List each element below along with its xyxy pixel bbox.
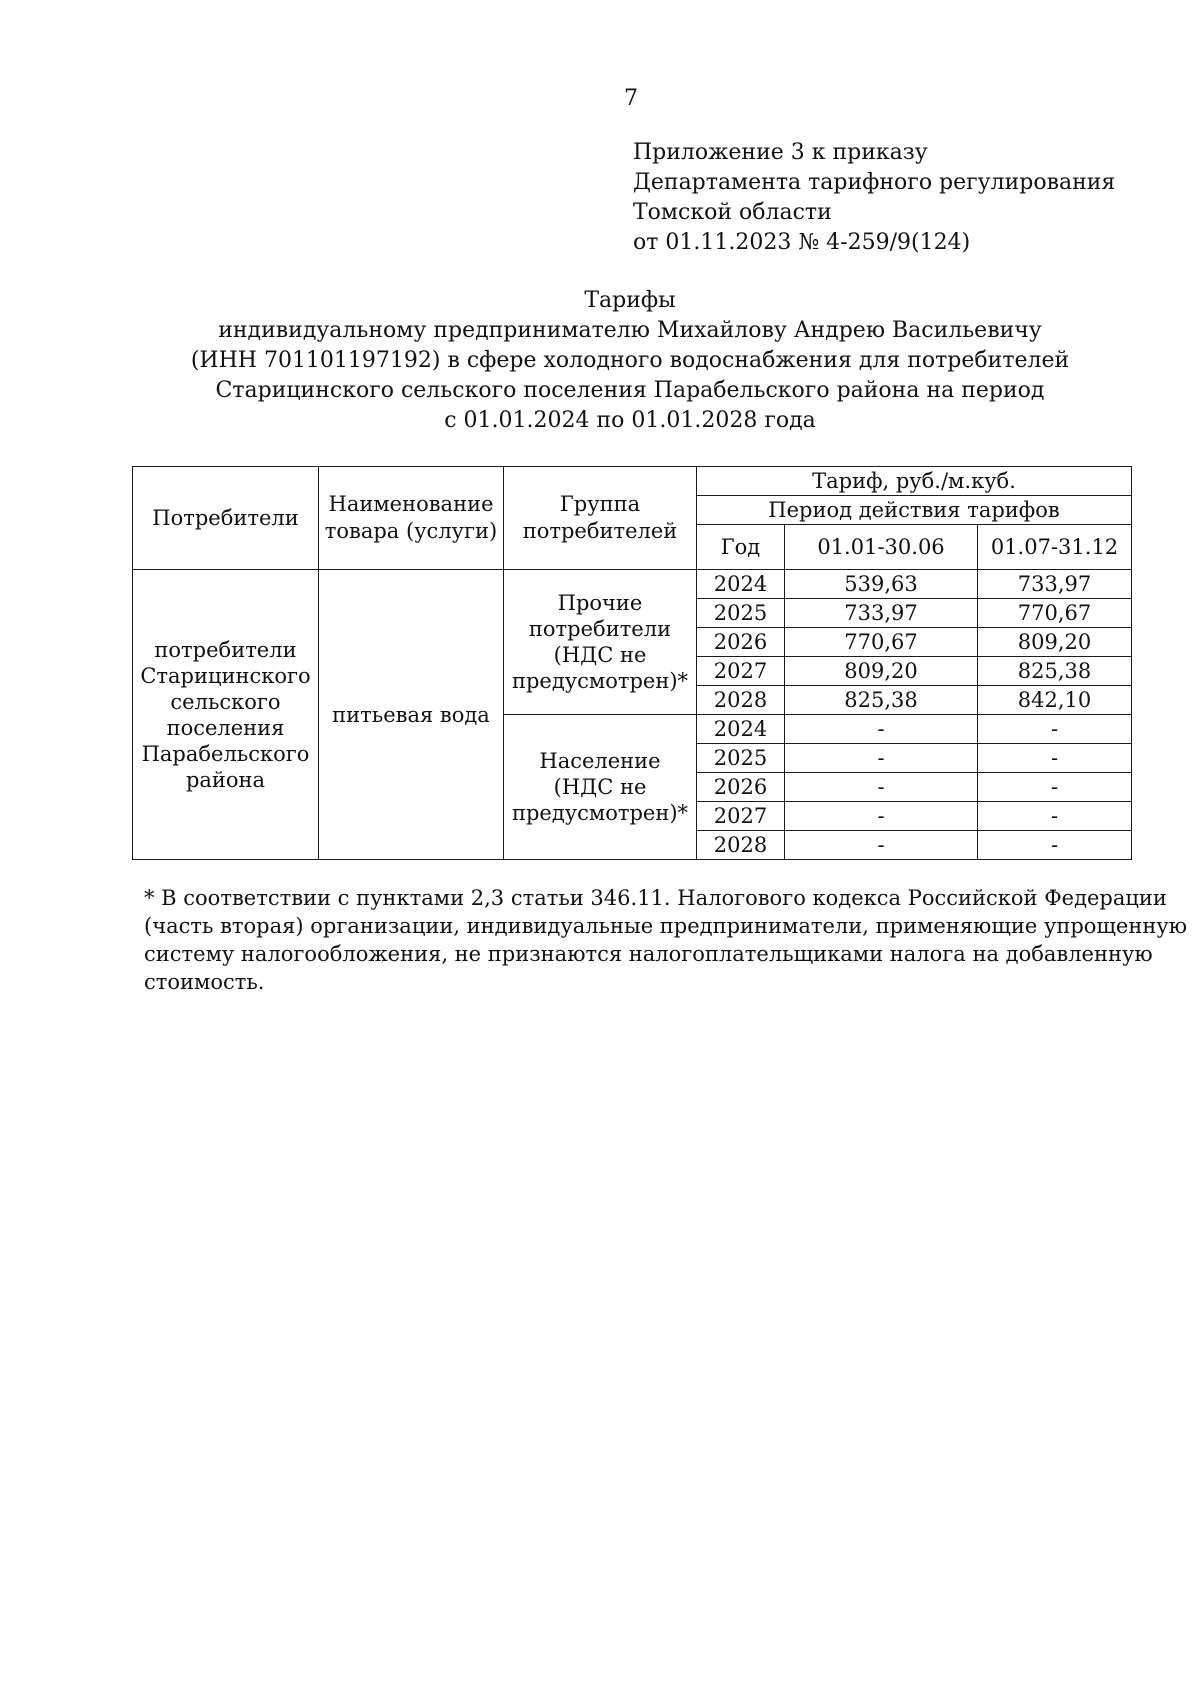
group-population [504,715,697,860]
tariff-h1-cell: 825,38 [785,686,978,715]
title-line: индивидуальному предпринимателю Михайлову Андрею Васильевичу [218,318,1042,343]
product-cell: питьевая вода [319,570,504,860]
group-other-consumers [504,570,697,715]
consumers-line: района [185,767,266,792]
tariff-h1-cell: - [785,744,978,773]
appendix-line: Приложение 3 к приказу [633,140,928,165]
group-line: предусмотрен)* [511,801,689,825]
page-number: 7 [624,86,638,111]
header-group-line: Группа [559,492,641,516]
year-cell: 2024 [697,715,785,744]
year-cell: 2027 [697,802,785,831]
tariff-h1-cell: 733,97 [785,599,978,628]
tariff-h1-cell: - [785,802,978,831]
year-cell: 2025 [697,744,785,773]
footnote-line: стоимость. [144,970,265,994]
header-half-2: 01.07-31.12 [978,525,1132,570]
footnote-line: систему налогообложения, не признаются налогоплательщиками налога на добавленную [144,942,1153,966]
appendix-reference [633,138,1115,258]
consumers-line: потребители [154,637,297,662]
header-group-line: потребителей [522,519,678,543]
tariff-h2-cell: - [978,802,1132,831]
consumers-line: Парабельского [141,741,310,766]
year-cell: 2025 [697,599,785,628]
group-line: Население [539,749,661,773]
document-title [130,286,1130,436]
appendix-line: Департамента тарифного регулирования [633,170,1116,195]
tariff-h2-cell: - [978,715,1132,744]
year-cell: 2026 [697,628,785,657]
header-product-line: Наименование [328,492,494,516]
tariff-h1-cell: - [785,773,978,802]
header-tariff: Тариф, руб./м.куб. [697,467,1132,496]
group-line: предусмотрен)* [511,669,689,693]
year-cell: 2027 [697,657,785,686]
title-line: (ИНН 701101197192) в сфере холодного водоснабжения для потребителей [190,348,1070,373]
tariff-h2-cell: 809,20 [978,628,1132,657]
consumers-line: сельского [170,689,281,714]
tariff-h2-cell: 733,97 [978,570,1132,599]
group-line: Прочие [557,591,643,615]
group-line: потребители [528,617,672,641]
tariff-h2-cell: 842,10 [978,686,1132,715]
year-cell: 2028 [697,831,785,860]
header-product-line: товара (услуги) [324,519,498,543]
tariff-h1-cell: 770,67 [785,628,978,657]
appendix-line: от 01.11.2023 № 4-259/9(124) [633,230,971,255]
footnote [144,884,1187,996]
tariff-h2-cell: - [978,831,1132,860]
footnote-line: (часть вторая) организации, индивидуальные предприниматели, применяющие упрощенную [144,914,1187,938]
group-line: (НДС не [553,775,647,799]
header-year: Год [697,525,785,570]
header-product [319,467,504,570]
consumers-line: поселения [166,715,285,740]
title-line: Старицинского сельского поселения Парабельского района на период [215,378,1045,403]
tariff-h1-cell: 809,20 [785,657,978,686]
year-cell: 2026 [697,773,785,802]
header-consumer-group [504,467,697,570]
tariff-h1-cell: - [785,831,978,860]
title-line: Тарифы [584,288,676,313]
consumers-cell [133,570,319,860]
header-consumers: Потребители [133,467,319,570]
tariff-h1-cell: 539,63 [785,570,978,599]
footnote-line: * В соответствии с пунктами 2,3 статьи 346.11. Налогового кодекса Российской Федерации [144,886,1167,910]
header-period: Период действия тарифов [697,496,1132,525]
tariff-table [132,466,1132,860]
appendix-line: Томской области [633,200,832,225]
header-half-1: 01.01-30.06 [785,525,978,570]
consumers-line: Старицинского [140,663,311,688]
tariff-h1-cell: - [785,715,978,744]
year-cell: 2028 [697,686,785,715]
tariff-h2-cell: - [978,744,1132,773]
tariff-h2-cell: 825,38 [978,657,1132,686]
year-cell: 2024 [697,570,785,599]
tariff-h2-cell: - [978,773,1132,802]
title-line: с 01.01.2024 по 01.01.2028 года [444,408,816,433]
group-line: (НДС не [553,643,647,667]
tariff-h2-cell: 770,67 [978,599,1132,628]
